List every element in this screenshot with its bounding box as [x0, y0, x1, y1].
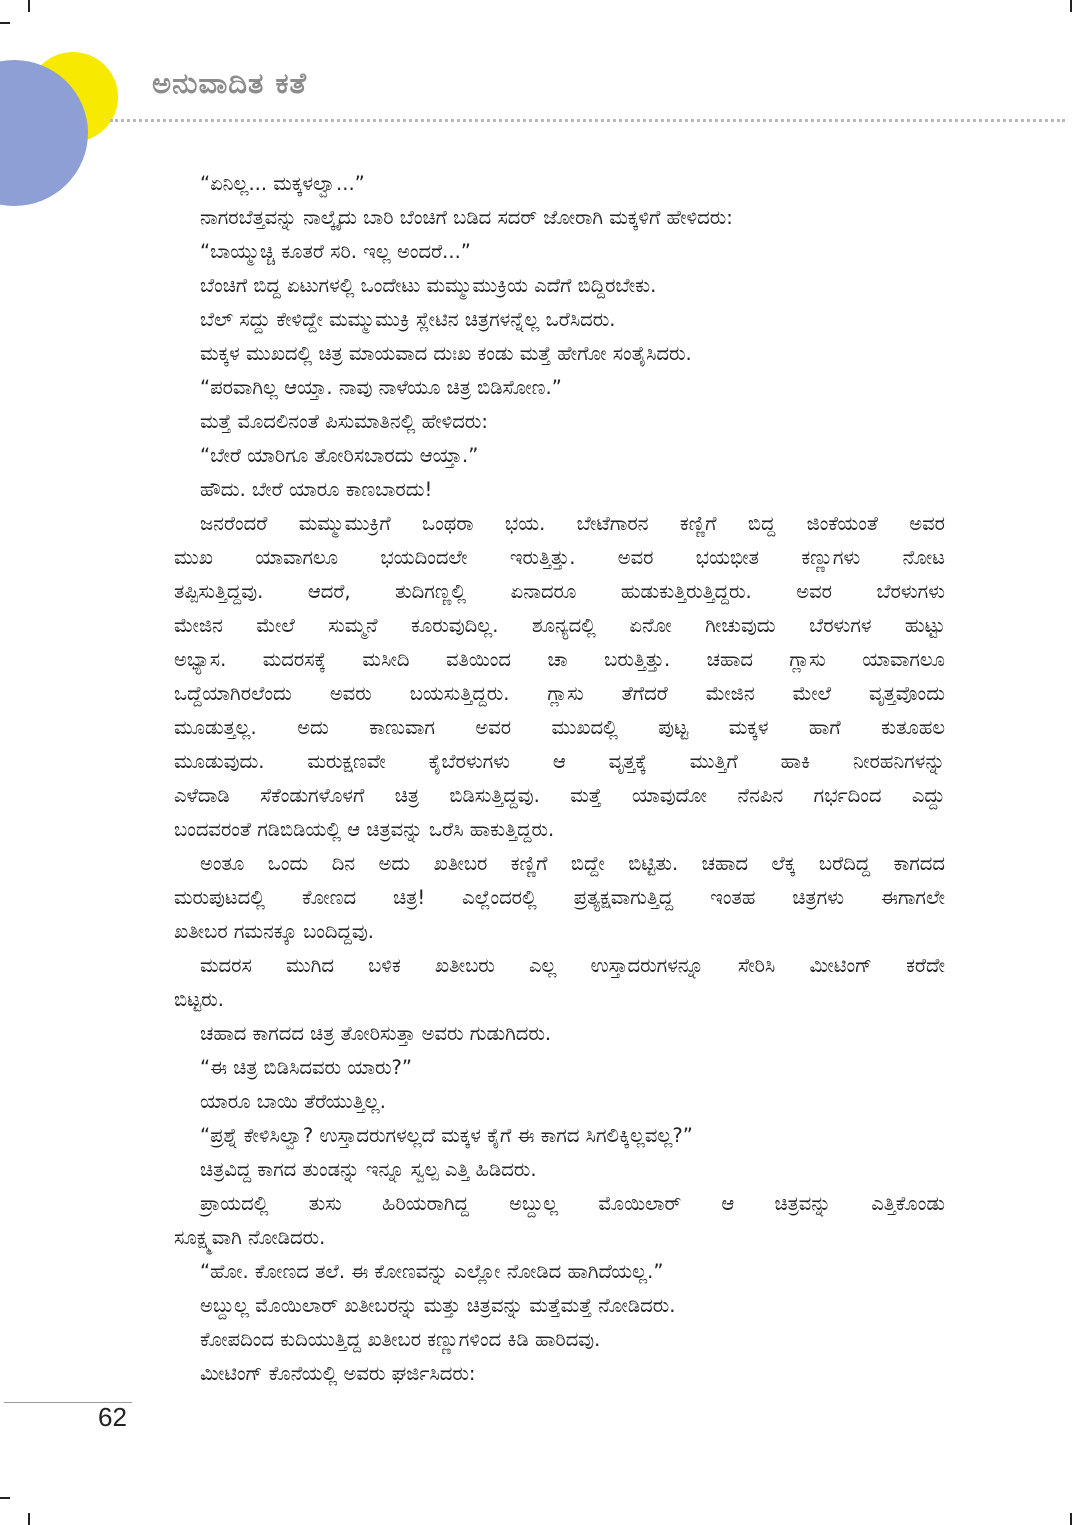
text-line: ಕೋಪದಿಂದ ಕುದಿಯುತ್ತಿದ್ದ ಖತೀಬರ ಕಣ್ಣುಗಳಿಂದ ಕಿಡಿ ಹಾರಿದವು. — [200, 1328, 601, 1351]
text-line: ಮದರಸ ಮುಗಿದ ಬಳಿಕ ಖತೀಬರು ಎಲ್ಲ ಉಸ್ತಾದರುಗಳನ್ನೂ ಸೇರಿಸಿ ಮೀಟಿಂಗ್ ಕರೆದೇ — [200, 954, 945, 977]
text-line: ಎಳೆದಾಡಿ ಸೆಕೆಂಡುಗಳೊಳಗೆ ಚಿತ್ರ ಬಿಡಿಸುತ್ತಿದ್ದವು. ಮತ್ತೆ ಯಾವುದೋ ನೆನಪಿನ ಗರ್ಭದಿಂದ ಎದ್ದು — [174, 784, 945, 807]
text-line: ಮೇಜಿನ ಮೇಲೆ ಸುಮ್ಮನೆ ಕೂರುವುದಿಲ್ಲ. ಶೂನ್ಯದಲ್ಲಿ ಏನೋ ಗೀಚುವುದು ಬೆರಳುಗಳ ಹುಟ್ಟು — [174, 614, 945, 637]
text-line: ಬೆಂಚಿಗೆ ಬಿದ್ದ ಏಟುಗಳಲ್ಲಿ ಒಂದೇಟು ಮಮ್ಮುಮುಕ್ರಿಯ ಎದೆಗೆ ಬಿದ್ದಿರಬೇಕು. — [200, 274, 657, 297]
text-line: ಯಾರೂ ಬಾಯಿ ತೆರೆಯುತ್ತಿಲ್ಲ. — [200, 1090, 386, 1113]
text-line: ಚಿತ್ರವಿದ್ದ ಕಾಗದ ತುಂಡನ್ನು ಇನ್ನೂ ಸ್ವಲ್ಪ ಎತ್ತಿ ಹಿಡಿದರು. — [200, 1158, 537, 1181]
text-line: ಒದ್ದೆಯಾಗಿರಲೆಂದು ಅವರು ಬಯಸುತ್ತಿದ್ದರು. ಗ್ಲಾಸು ತೆಗೆದರೆ ಮೇಜಿನ ಮೇಲೆ ವೃತ್ತವೊಂದು — [174, 682, 945, 705]
text-line: ನಾಗರಬೆತ್ತವನ್ನು ನಾಲ್ಕೈದು ಬಾರಿ ಬೆಂಚಿಗೆ ಬಡಿದ ಸದರ್ ಜೋರಾಗಿ ಮಕ್ಕಳಿಗೆ ಹೇಳಿದರು: — [200, 206, 733, 229]
text-line: ಮೀಟಿಂಗ್ ಕೊನೆಯಲ್ಲಿ ಅವರು ಘರ್ಜಿಸಿದರು: — [200, 1362, 476, 1385]
text-line: “ಬೇರೆ ಯಾರಿಗೂ ತೋರಿಸಬಾರದು ಆಯ್ತಾ.” — [200, 444, 479, 467]
text-line: “ಪರವಾಗಿಲ್ಲ ಆಯ್ತಾ. ನಾವು ನಾಳೆಯೂ ಚಿತ್ರ ಬಿಡಿಸೋಣ.” — [200, 376, 562, 399]
text-line: ಹೌದು. ಬೇರೆ ಯಾರೂ ಕಾಣಬಾರದು! — [200, 478, 433, 501]
text-line: “ಈ ಚಿತ್ರ ಬಿಡಿಸಿದವರು ಯಾರು?” — [200, 1056, 412, 1079]
crop-mark — [0, 22, 10, 24]
text-line: ಮುಖ ಯಾವಾಗಲೂ ಭಯದಿಂದಲೇ ಇರುತ್ತಿತ್ತು. ಅವರ ಭಯಭೀತ ಕಣ್ಣುಗಳು ನೋಟ — [174, 546, 945, 569]
text-line: ಖತೀಬರ ಗಮನಕ್ಕೂ ಬಂದಿದ್ದವು. — [174, 920, 374, 943]
text-line: ಅಂತೂ ಒಂದು ದಿನ ಅದು ಖತೀಬರ ಕಣ್ಣಿಗೆ ಬಿದ್ದೇ ಬಿಟ್ಟಿತು. ಚಹಾದ ಲೆಕ್ಕ ಬರೆದಿದ್ದ ಕಾಗದದ — [200, 852, 945, 875]
text-line: ಜನರೆಂದರೆ ಮಮ್ಮುಮುಕ್ರಿಗೆ ಒಂಥರಾ ಭಯ. ಬೇಟೆಗಾರನ ಕಣ್ಣಿಗೆ ಬಿದ್ದ ಜಿಂಕೆಯಂತೆ ಅವರ — [200, 512, 945, 535]
text-line: ಅಭ್ಯಾಸ. ಮದರಸಕ್ಕೆ ಮಸೀದಿ ವತಿಯಿಂದ ಚಾ ಬರುತ್ತಿತ್ತು. ಚಹಾದ ಗ್ಲಾಸು ಯಾವಾಗಲೂ — [174, 648, 945, 671]
text-line: “ಬಾಯ್ಮುಚ್ಚಿ ಕೂತರೆ ಸರಿ. ಇಲ್ಲ ಅಂದರೆ...” — [200, 240, 471, 263]
section-title: ಅನುವಾದಿತ ಕತೆ — [152, 66, 308, 100]
text-line: ಮಕ್ಕಳ ಮುಖದಲ್ಲಿ ಚಿತ್ರ ಮಾಯವಾದ ದುಃಖ ಕಂಡು ಮತ್ತೆ ಹೇಗೋ ಸಂತೈಸಿದರು. — [200, 342, 692, 365]
text-line: ಅಬ್ದುಲ್ಲ ಮೊಯಿಲಾರ್ ಖತೀಬರನ್ನು ಮತ್ತು ಚಿತ್ರವನ್ನು ಮತ್ತೆಮತ್ತೆ ನೋಡಿದರು. — [200, 1294, 676, 1317]
text-line: ಬಿಟ್ಟರು. — [174, 988, 224, 1011]
text-line: ಚಹಾದ ಕಾಗದದ ಚಿತ್ರ ತೋರಿಸುತ್ತಾ ಅವರು ಗುಡುಗಿದರು. — [200, 1022, 552, 1045]
text-line: ಬಂದವರಂತೆ ಗಡಿಬಿಡಿಯಲ್ಲಿ ಆ ಚಿತ್ರವನ್ನು ಒರೆಸಿ ಹಾಕುತ್ತಿದ್ದರು. — [174, 818, 555, 841]
text-line: “ಏನಿಲ್ಲ... ಮಕ್ಕಳಲ್ವಾ...” — [200, 172, 365, 195]
text-line: “ಪ್ರಶ್ನೆ ಕೇಳಿಸಿಲ್ವಾ? ಉಸ್ತಾದರುಗಳಲ್ಲದೆ ಮಕ್ಕಳ ಕೈಗೆ ಈ ಕಾಗದ ಸಿಗಲಿಕ್ಕಿಲ್ಲವಲ್ಲ?” — [200, 1124, 693, 1147]
page-number: 62 — [98, 1402, 127, 1432]
text-line: ಪ್ರಾಯದಲ್ಲಿ ತುಸು ಹಿರಿಯರಾಗಿದ್ದ ಅಬ್ದುಲ್ಲ ಮೊಯಿಲಾರ್ ಆ ಚಿತ್ರವನ್ನು ಎತ್ತಿಕೊಂಡು — [200, 1192, 945, 1215]
text-line: ಮತ್ತೆ ಮೊದಲಿನಂತೆ ಪಿಸುಮಾತಿನಲ್ಲಿ ಹೇಳಿದರು: — [200, 410, 488, 433]
text-line: ಮೂಡುತ್ತಲ್ಲ. ಅದು ಕಾಣುವಾಗ ಅವರ ಮುಖದಲ್ಲಿ ಪುಟ್ಟ ಮಕ್ಕಳ ಹಾಗೆ ಕುತೂಹಲ — [174, 716, 945, 739]
crop-mark — [0, 1497, 10, 1499]
header-divider — [110, 119, 1065, 122]
text-line: ಸೂಕ್ಷ್ಮವಾಗಿ ನೋಡಿದರು. — [174, 1226, 326, 1249]
crop-mark — [28, 0, 30, 12]
text-line: “ಹೋ. ಕೋಣದ ತಲೆ. ಈ ಕೋಣವನ್ನು ಎಲ್ಲೋ ನೋಡಿದ ಹಾಗಿದೆಯಲ್ಲ.” — [200, 1260, 664, 1283]
text-line: ಬೆಲ್ ಸದ್ದು ಕೇಳಿದ್ದೇ ಮಮ್ಮುಮುಕ್ರಿ ಸ್ಲೇಟಿನ ಚಿತ್ರಗಳನ್ನೆಲ್ಲ ಒರೆಸಿದರು. — [200, 308, 616, 331]
text-line: ಮರುಪುಟದಲ್ಲಿ ಕೋಣದ ಚಿತ್ರ! ಎಲ್ಲೆಂದರಲ್ಲಿ ಪ್ರತ್ಯಕ್ಷವಾಗುತ್ತಿದ್ದ ಇಂತಹ ಚಿತ್ರಗಳು ಈಗಾಗಲೇ — [174, 886, 945, 909]
text-line: ಮೂಡುವುದು. ಮರುಕ್ಷಣವೇ ಕೈಬೆರಳುಗಳು ಆ ವೃತ್ತಕ್ಕೆ ಮುತ್ತಿಗೆ ಹಾಕಿ ನೀರಹನಿಗಳನ್ನು — [174, 750, 945, 773]
crop-mark — [28, 1513, 30, 1525]
text-line: ತಪ್ಪಿಸುತ್ತಿದ್ದವು. ಆದರೆ, ತುದಿಗಣ್ಣಲ್ಲಿ ಏನಾದರೂ ಹುಡುಕುತ್ತಿರುತ್ತಿದ್ದರು. ಅವರ ಬೆರಳುಗಳು — [174, 580, 945, 603]
